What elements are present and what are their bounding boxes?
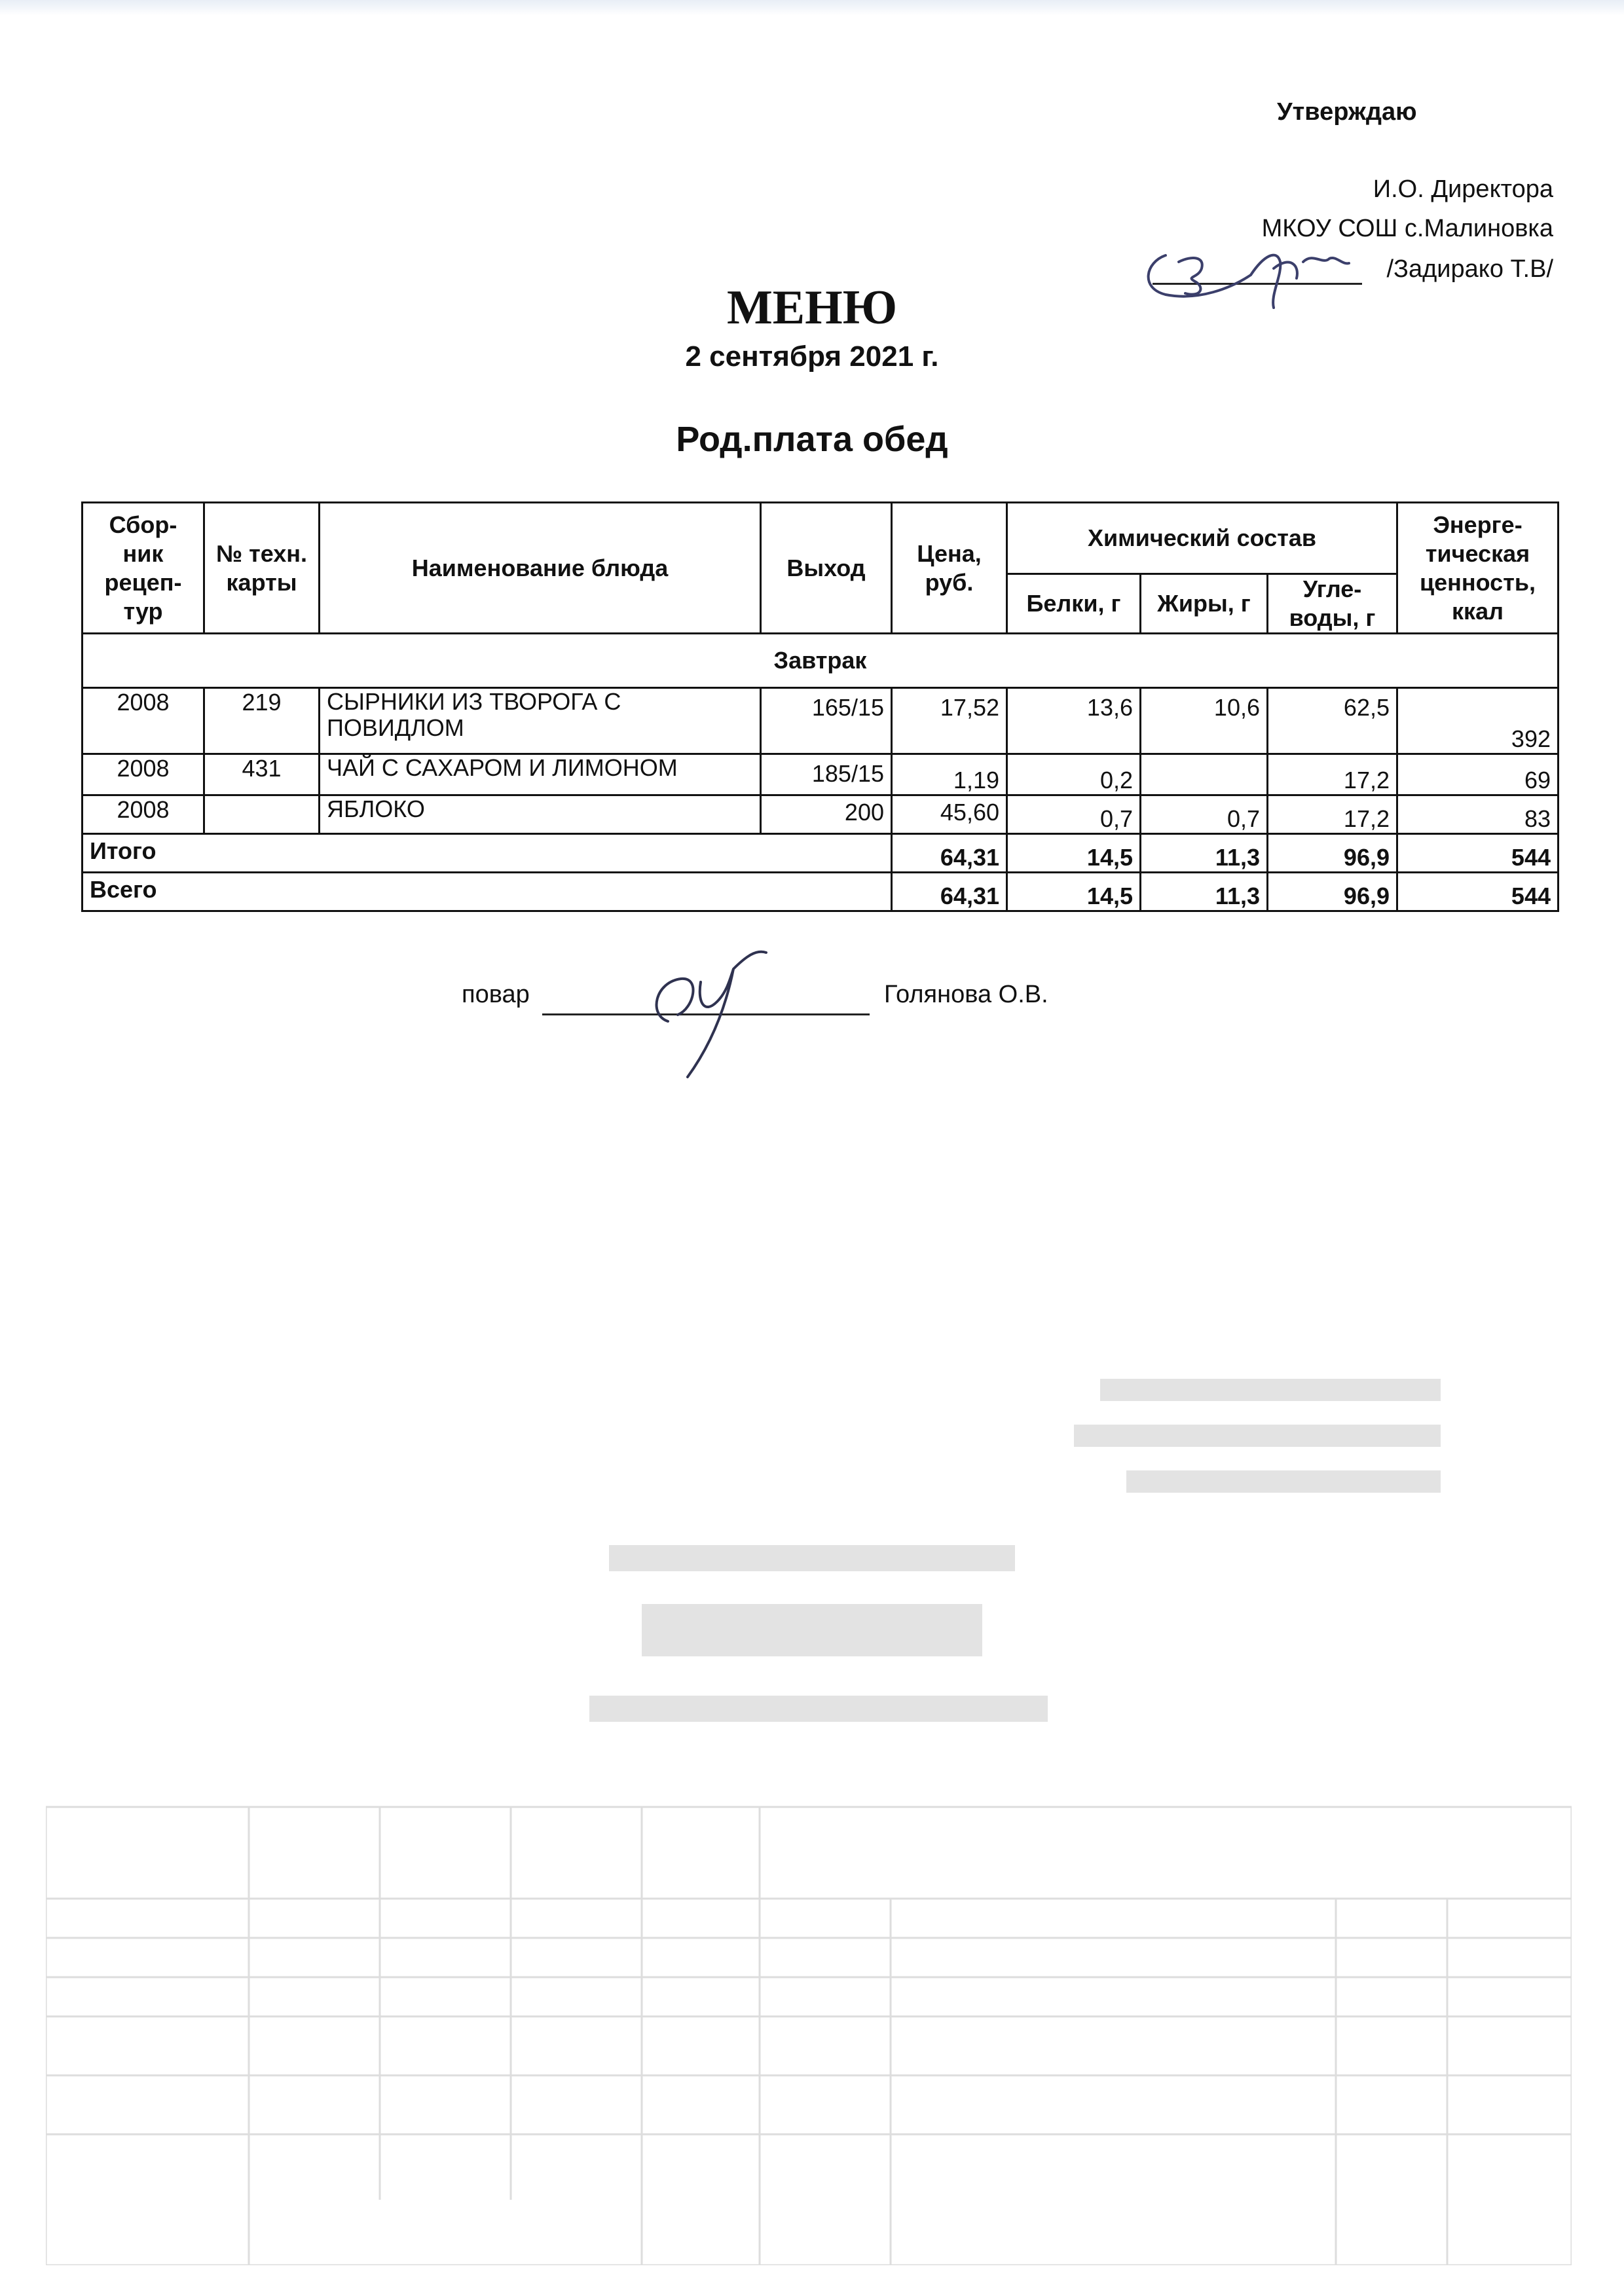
cell-fats: 10,6	[1141, 688, 1268, 754]
cell-card	[204, 795, 320, 834]
cell-card: 431	[204, 754, 320, 795]
cell-dish: ЧАЙ С САХАРОМ И ЛИМОНОМ	[320, 754, 761, 795]
cell-carbs: 62,5	[1268, 688, 1397, 754]
menu-table	[81, 501, 1559, 912]
total-fats: 11,3	[1141, 873, 1268, 911]
col-dish: Наименование блюда	[320, 503, 761, 634]
subtotal-label: Итого	[83, 834, 892, 873]
subtotal-energy: 544	[1397, 834, 1559, 873]
col-fats: Жиры, г	[1141, 574, 1268, 634]
subtotal-proteins: 14,5	[1007, 834, 1141, 873]
total-row	[83, 873, 1559, 911]
col-proteins: Белки, г	[1007, 574, 1141, 634]
cell-proteins: 0,2	[1007, 754, 1141, 795]
cell-price: 45,60	[892, 795, 1007, 834]
total-energy: 544	[1397, 873, 1559, 911]
cell-energy: 392	[1397, 688, 1559, 754]
table-row	[83, 688, 1559, 754]
approval-title: Утверждаю	[1277, 98, 1417, 126]
subtotal-carbs: 96,9	[1268, 834, 1397, 873]
table-header-row	[83, 503, 1559, 574]
cell-carbs: 17,2	[1268, 754, 1397, 795]
cell-proteins: 13,6	[1007, 688, 1141, 754]
cook-label: повар	[462, 981, 530, 1008]
cell-dish: СЫРНИКИ ИЗ ТВОРОГА С ПОВИДЛОМ	[320, 688, 761, 754]
table-row	[83, 795, 1559, 834]
approval-name: /Задирако Т.В/	[1386, 255, 1553, 283]
menu-date: 2 сентября 2021 г.	[685, 340, 939, 373]
cell-output: 185/15	[761, 754, 892, 795]
cook-signature	[642, 943, 792, 1087]
section-row	[83, 634, 1559, 688]
reverse-side-bleed-through	[46, 1283, 1572, 2265]
cell-proteins: 0,7	[1007, 795, 1141, 834]
subtotal-fats: 11,3	[1141, 834, 1268, 873]
cook-name: Голянова О.В.	[884, 981, 1048, 1008]
cell-output: 200	[761, 795, 892, 834]
col-price: Цена, руб.	[892, 503, 1007, 634]
cell-output: 165/15	[761, 688, 892, 754]
col-card-no: № техн. карты	[204, 503, 320, 634]
cell-fats	[1141, 754, 1268, 795]
approval-organization: МКОУ СОШ с.Малиновка	[1261, 215, 1553, 242]
col-carbs: Угле-воды, г	[1268, 574, 1397, 634]
total-label: Всего	[83, 873, 892, 911]
cell-carbs: 17,2	[1268, 795, 1397, 834]
cell-fats: 0,7	[1141, 795, 1268, 834]
cell-collection: 2008	[83, 754, 204, 795]
cell-collection: 2008	[83, 795, 204, 834]
col-collection: Сбор-ник рецеп-тур	[83, 503, 204, 634]
scan-edge	[0, 0, 1624, 16]
col-energy: Энерге-тическая ценность, ккал	[1397, 503, 1559, 634]
approval-position: И.О. Директора	[1373, 175, 1553, 203]
col-output: Выход	[761, 503, 892, 634]
cell-collection: 2008	[83, 688, 204, 754]
total-proteins: 14,5	[1007, 873, 1141, 911]
menu-subtitle: Род.плата обед	[676, 420, 948, 459]
cell-dish: ЯБЛОКО	[320, 795, 761, 834]
cell-card: 219	[204, 688, 320, 754]
page-title: МЕНЮ	[726, 281, 898, 335]
section-breakfast: Завтрак	[83, 634, 1559, 688]
table-row	[83, 754, 1559, 795]
cell-price: 1,19	[892, 754, 1007, 795]
subtotal-row	[83, 834, 1559, 873]
cell-energy: 69	[1397, 754, 1559, 795]
cell-price: 17,52	[892, 688, 1007, 754]
col-chem-group: Химический состав	[1007, 503, 1397, 574]
total-price: 64,31	[892, 873, 1007, 911]
cell-energy: 83	[1397, 795, 1559, 834]
total-carbs: 96,9	[1268, 873, 1397, 911]
subtotal-price: 64,31	[892, 834, 1007, 873]
